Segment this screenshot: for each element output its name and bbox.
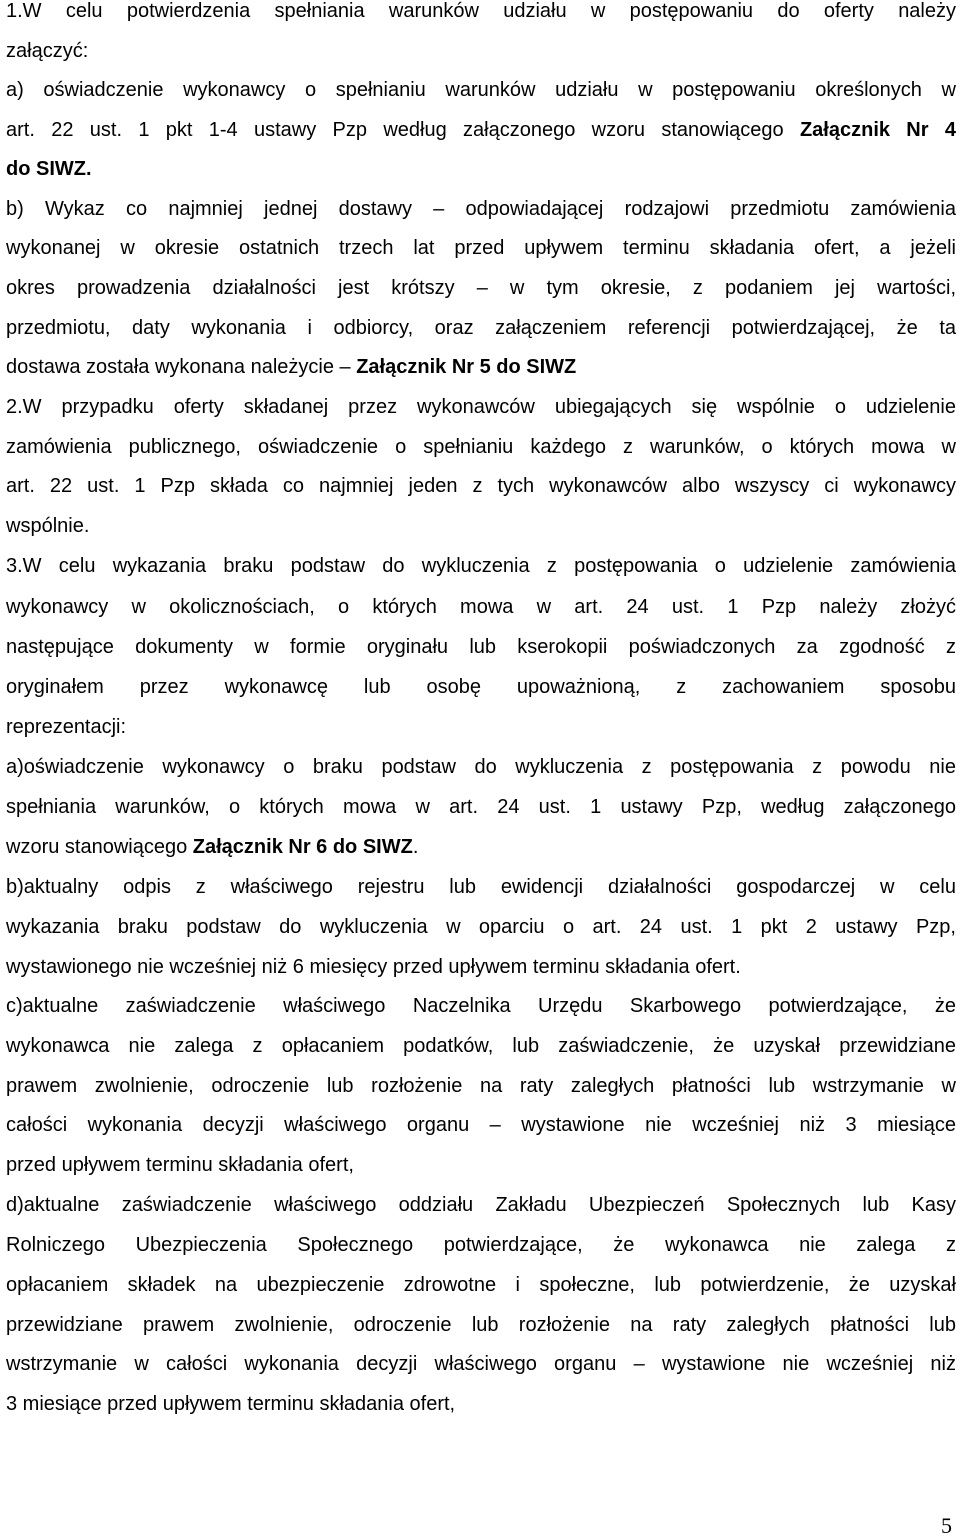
text-line: Rolniczego Ubezpieczenia Społecznego potwierdzające, że wykonawca nie zalega z (6, 1234, 956, 1256)
text-line: przedmiotu, daty wykonania i odbiorcy, oraz załączeniem referencji potwierdzającej, że ta (6, 317, 956, 339)
text-line: wykonanej w okresie ostatnich trzech lat przed upływem terminu składania ofert, a jeżeli (6, 237, 956, 259)
text-line: prawem zwolnienie, odroczenie lub rozłożenie na raty zaległych płatności lub wstrzymanie w (6, 1075, 956, 1097)
text-line: 1.W celu potwierdzenia spełniania warunków udziału w postępowaniu do oferty należy (6, 0, 956, 22)
attachment-reference: do SIWZ. (6, 158, 92, 180)
text-line: 3 miesiące przed upływem terminu składania ofert, (6, 1393, 456, 1415)
text-line: spełniania warunków, o których mowa w art. 24 ust. 1 ustawy Pzp, według załączonego (6, 796, 956, 818)
text-line: reprezentacji: (6, 716, 127, 738)
text-line: 2.W przypadku oferty składanej przez wykonawców ubiegających się wspólnie o udzielenie (6, 396, 956, 418)
attachment-reference: Załącznik Nr 4 (799, 119, 956, 141)
text-line: następujące dokumenty w formie oryginału lub kserokopii poświadczonych za zgodność z (6, 636, 956, 658)
attachment-reference: Załącznik Nr 5 do SIWZ (356, 356, 577, 378)
text-line: d)aktualne zaświadczenie właściwego oddziału Zakładu Ubezpieczeń Społecznych lub Kasy (6, 1194, 956, 1216)
text-line: okres prowadzenia działalności jest krótszy – w tym okresie, z podaniem jej wartości, (6, 277, 956, 299)
text-line: dostawa została wykonana należycie – Załącznik Nr 5 do SIWZ (6, 356, 577, 378)
text-line: b)aktualny odpis z właściwego rejestru lub ewidencji działalności gospodarczej w celu (6, 876, 956, 898)
text-line: całości wykonania decyzji właściwego organu – wystawione nie wcześniej niż 3 miesiące (6, 1114, 956, 1136)
text-line: art. 22 ust. 1 pkt 1-4 ustawy Pzp według załączonego wzoru stanowiącego Załącznik Nr 4 (6, 119, 956, 141)
text-line: zamówienia publicznego, oświadczenie o spełnianiu każdego z warunków, o których mowa w (6, 436, 956, 458)
text-line: wstrzymanie w całości wykonania decyzji właściwego organu – wystawione nie wcześniej niż (6, 1353, 956, 1375)
text-line: a)oświadczenie wykonawcy o braku podstaw do wykluczenia z postępowania z powodu nie (6, 756, 956, 778)
text-line: wspólnie. (6, 515, 90, 537)
text-line: 3.W celu wykazania braku podstaw do wykluczenia z postępowania o udzielenie zamówienia (6, 555, 956, 577)
text-line: a) oświadczenie wykonawcy o spełnianiu warunków udziału w postępowaniu określonych w (6, 79, 956, 101)
text-line: oryginałem przez wykonawcę lub osobę upoważnioną, z zachowaniem sposobu (6, 676, 956, 698)
text-line: wykonawcy w okolicznościach, o których mowa w art. 24 ust. 1 Pzp należy złożyć (6, 596, 956, 618)
text-line: wystawionego nie wcześniej niż 6 miesięcy przed upływem terminu składania ofert. (6, 956, 741, 978)
text-line: przed upływem terminu składania ofert, (6, 1154, 354, 1176)
text-line: art. 22 ust. 1 Pzp składa co najmniej jeden z tych wykonawców albo wszyscy ci wykonawcy (6, 475, 956, 497)
text-line (6, 155, 92, 183)
page-number: 5 (941, 1513, 952, 1538)
text-line: wykonawca nie zalega z opłacaniem podatków, lub zaświadczenie, że uzyskał przewidziane (6, 1035, 956, 1057)
text-line: załączyć: (6, 40, 89, 62)
text-line: c)aktualne zaświadczenie właściwego Naczelnika Urzędu Skarbowego potwierdzające, że (6, 995, 956, 1017)
text-line: opłacaniem składek na ubezpieczenie zdrowotne i społeczne, lub potwierdzenie, że uzyskał (6, 1274, 956, 1296)
text-line: wykazania braku podstaw do wykluczenia w oparciu o art. 24 ust. 1 pkt 2 ustawy Pzp, (6, 916, 956, 938)
text-line: b) Wykaz co najmniej jednej dostawy – odpowiadającej rodzajowi przedmiotu zamówienia (6, 198, 956, 220)
text-line: przewidziane prawem zwolnienie, odroczenie lub rozłożenie na raty zaległych płatności lub (6, 1314, 956, 1336)
text-line: wzoru stanowiącego Załącznik Nr 6 do SIWZ. (6, 836, 419, 858)
attachment-reference: Załącznik Nr 6 do SIWZ (192, 836, 413, 858)
